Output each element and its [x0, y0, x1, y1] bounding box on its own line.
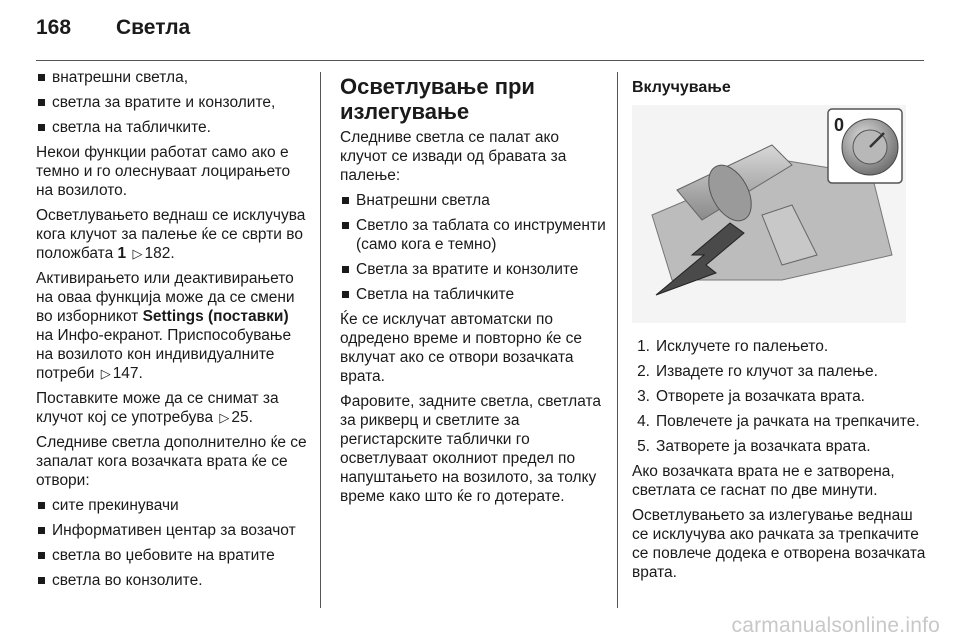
column-divider [320, 72, 321, 608]
page-reference[interactable]: 25. [231, 409, 253, 426]
column-2 [340, 68, 606, 512]
turn-signal-lever-illustration [632, 105, 906, 323]
list-item: светла на табличките. [36, 118, 308, 137]
list-item: 3. Отворете ја возачката врата. [637, 388, 865, 405]
subsection-heading: Вклучување [632, 79, 731, 96]
paragraph: Ќе се исклучат автоматски по одредено време и повторно ќе се вклучат ако се отвори возачката врата. [340, 311, 583, 385]
list-item: Светла на табличките [340, 285, 606, 304]
list-item: сите прекинувачи [36, 496, 308, 515]
paragraph: Поставките може да се снимат за клучот кој се употребува ▷ 25. [36, 390, 279, 426]
column-1 [36, 68, 308, 596]
list-item: светла за вратите и конзолите, [36, 93, 308, 112]
list-item: Внатрешни светла [340, 191, 606, 210]
paragraph: Фаровите, задните светла, светлата за рикверц и светлите за регистарските таблички го осветлуваат околниот предел по напуштањето на возилото, за толку време како што ќе го дотерате. [340, 393, 602, 505]
page-number: 168 [36, 16, 72, 39]
paragraph: Следниве светла се палат ако клучот се извади од бравата за палење: [340, 129, 567, 184]
list-item: 1. Исклучете го палењето. [637, 338, 829, 355]
column-divider [617, 72, 618, 608]
list-item: 2. Извадете го клучот за палење. [637, 363, 878, 380]
page-reference[interactable]: 182. [144, 245, 175, 262]
section-heading: Осветлување при излегување [340, 74, 535, 124]
page-header [36, 16, 190, 50]
position-label: 1 [117, 245, 127, 262]
paragraph: Ако возачката врата не е затворена, светлата се гаснат по две минути. [632, 463, 895, 499]
paragraph: Следниве светла дополнително ќе се запалат кога возачката врата ќе се отвори: [36, 434, 307, 489]
list-item: Светло за таблата со инструменти (само кога е темно) [340, 216, 606, 254]
list-item: внатрешни светла, [36, 68, 308, 87]
bullet-list [340, 191, 606, 304]
lever-illustration-svg [632, 105, 906, 323]
paragraph: Осветлувањето за излегување веднаш се исклучува ако рачката за трепкачите се повлече додека е отворена возачката врата. [632, 507, 926, 581]
paragraph: Осветлувањето веднаш се исклучува кога клучот за палење ќе се сврти во положбата 1 ▷ 182. [36, 207, 306, 262]
list-item: Информативен центар за возачот [36, 521, 308, 540]
list-item: светла во џебовите на вратите [36, 546, 308, 565]
reference-arrow-icon: ▷ [100, 366, 111, 381]
bullet-list-top [36, 68, 308, 137]
section-title: Светла [116, 16, 191, 39]
list-item: 5. Затворете ја возачката врата. [637, 438, 871, 455]
list-item: светла во конзолите. [36, 571, 308, 590]
page-reference[interactable]: 147. [112, 365, 143, 382]
steps-list [632, 337, 927, 456]
ignition-position-label: 0 [834, 115, 845, 135]
bullet-list-bottom [36, 496, 308, 590]
reference-arrow-icon: ▷ [132, 246, 143, 261]
paragraph: Некои функции работат само ако е темно и го олеснуваат лоцирањето на возилото. [36, 144, 291, 199]
reference-arrow-icon: ▷ [219, 410, 230, 425]
watermark: carmanualsonline.info [731, 614, 940, 637]
list-item: 4. Повлечете ја рачката на трепкачите. [637, 413, 920, 430]
menu-name: Settings (поставки) [142, 308, 289, 325]
paragraph: Активирањето или деактивирањето на оваа функција може да се смени во изборникот Settings (поставки) на Инфо-екранот. Приспособување на возилото кон индивидуалните потреби ▷ 147. [36, 270, 295, 382]
column-3 [632, 68, 927, 588]
list-item: Светла за вратите и конзолите [340, 260, 606, 279]
header-divider [36, 60, 924, 61]
